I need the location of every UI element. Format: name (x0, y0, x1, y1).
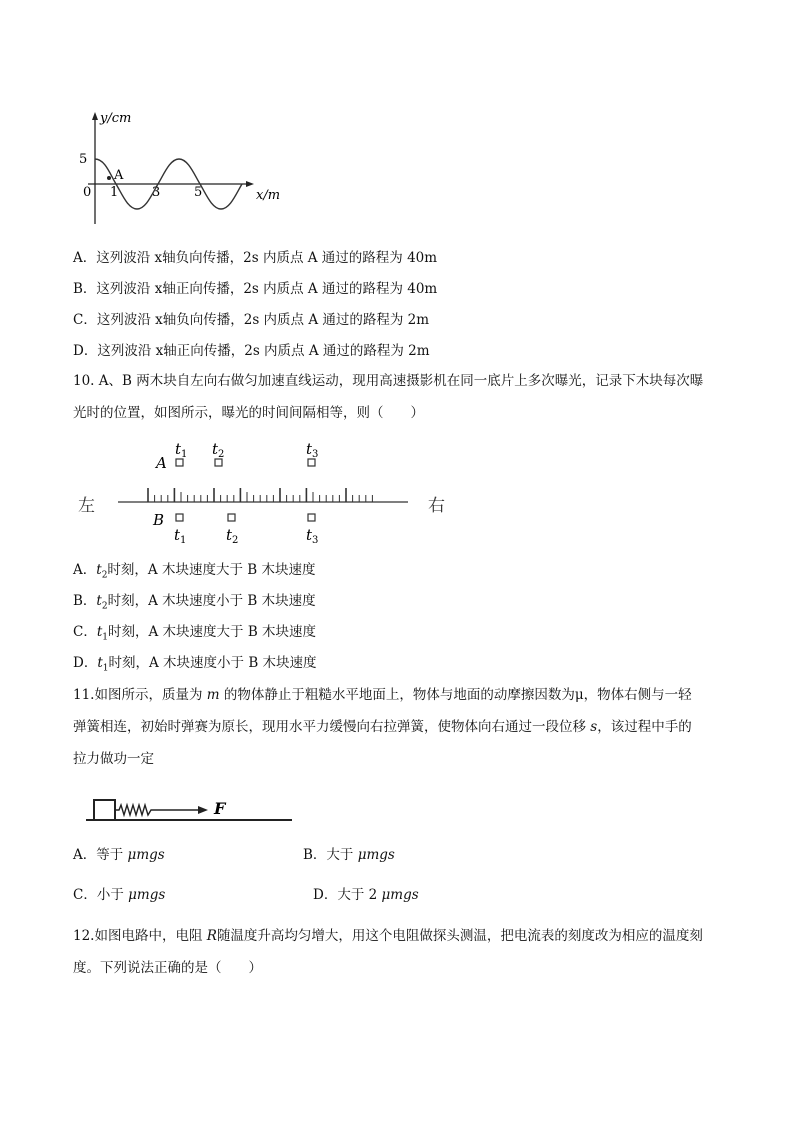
q11-stem-line1: 11.如图所示，质量为 m 的物体静止于粗糙水平地面上，物体与地面的动摩擦因数为μ，物体右侧与一轻 (73, 687, 692, 703)
block-b-label: B (153, 511, 165, 529)
q11-option-c: C．小于 μmgs (73, 887, 166, 903)
strobe-ruler-figure (70, 436, 460, 548)
b-t3-marker (308, 514, 315, 521)
block-a-label: A (156, 454, 167, 472)
a-t3-label: $t_3$ (306, 440, 319, 460)
q9-option-c: C．这列波沿 x轴负向传播，2s 内质点 A 通过的路程为 2m (73, 312, 430, 328)
spring (115, 805, 156, 815)
b-t1-marker (176, 514, 183, 521)
q9-option-b: B．这列波沿 x轴正向传播，2s 内质点 A 通过的路程为 40m (73, 281, 438, 297)
y-axis-arrow (92, 112, 98, 120)
q10-stem-line2: 光时的位置，如图所示，曝光的时间间隔相等，则（ ） (73, 405, 424, 421)
b-t1-label: $t_1$ (174, 526, 187, 546)
q10-stem-line1: 10. A、B 两木块自左向右做匀加速直线运动，现用高速摄影机在同一底片上多次曝光，记录下木块每次曝 (73, 373, 704, 389)
b-t2-label: $t_2$ (226, 526, 239, 546)
q9-option-d: D．这列波沿 x轴正向传播，2s 内质点 A 通过的路程为 2m (73, 343, 430, 359)
q12-stem-line2: 度。下列说法正确的是（ ） (73, 960, 262, 976)
wave-graph (70, 106, 290, 230)
a-t1-marker (176, 459, 183, 466)
block (94, 800, 115, 820)
point-a-marker (107, 176, 111, 180)
q12-stem-line1: 12.如图电路中，电阻 R随温度升高均匀增大，用这个电阻做探头测温，把电流表的刻度改为相应的温度刻 (73, 928, 703, 944)
a-t1-label: $t_1$ (175, 440, 188, 460)
b-t3-label: $t_3$ (306, 526, 319, 546)
block-spring-figure (84, 792, 300, 826)
b-t2-marker (228, 514, 235, 521)
q11-option-b: B．大于 μmgs (303, 847, 395, 863)
a-t2-label: $t_2$ (212, 440, 225, 460)
graph-x-tick-1: 1 (110, 185, 119, 200)
force-arrow-head (198, 806, 208, 814)
graph-x-label: x/m (256, 188, 281, 203)
q10-option-d: D．$t_1$时刻，A 木块速度小于 B 木块速度 (73, 655, 317, 674)
q10-option-a: A．$t_2$时刻，A 木块速度大于 B 木块速度 (73, 562, 316, 581)
q11-stem-line2: 弹簧相连，初始时弹赛为原长，现用水平力缓慢向右拉弹簧，使物体向右通过一段位移 s，该过程中手的 (73, 719, 692, 735)
q10-option-b: B．$t_2$时刻，A 木块速度小于 B 木块速度 (73, 593, 316, 612)
q11-option-a: A．等于 μmgs (73, 847, 165, 863)
x-axis-arrow (246, 181, 254, 187)
graph-point-a-label: A (114, 168, 124, 183)
a-t2-marker (215, 459, 222, 466)
ruler-right-label: 右 (428, 496, 445, 516)
graph-y-tick: 5 (79, 152, 88, 167)
q10-option-c: C．$t_1$时刻，A 木块速度大于 B 木块速度 (73, 624, 317, 643)
graph-y-label: y/cm (100, 111, 132, 126)
q9-option-a: A．这列波沿 x轴负向传播，2s 内质点 A 通过的路程为 40m (73, 250, 438, 266)
q11-option-d: D．大于 2 μmgs (313, 887, 419, 903)
ruler-left-label: 左 (78, 496, 95, 516)
force-label: F (214, 799, 226, 818)
graph-origin: 0 (83, 185, 92, 200)
graph-x-tick-5: 5 (194, 185, 203, 200)
ruler-ticks (148, 488, 372, 502)
a-t3-marker (308, 459, 315, 466)
graph-x-tick-3: 3 (152, 185, 161, 200)
q11-stem-line3: 拉力做功一定 (73, 751, 154, 767)
